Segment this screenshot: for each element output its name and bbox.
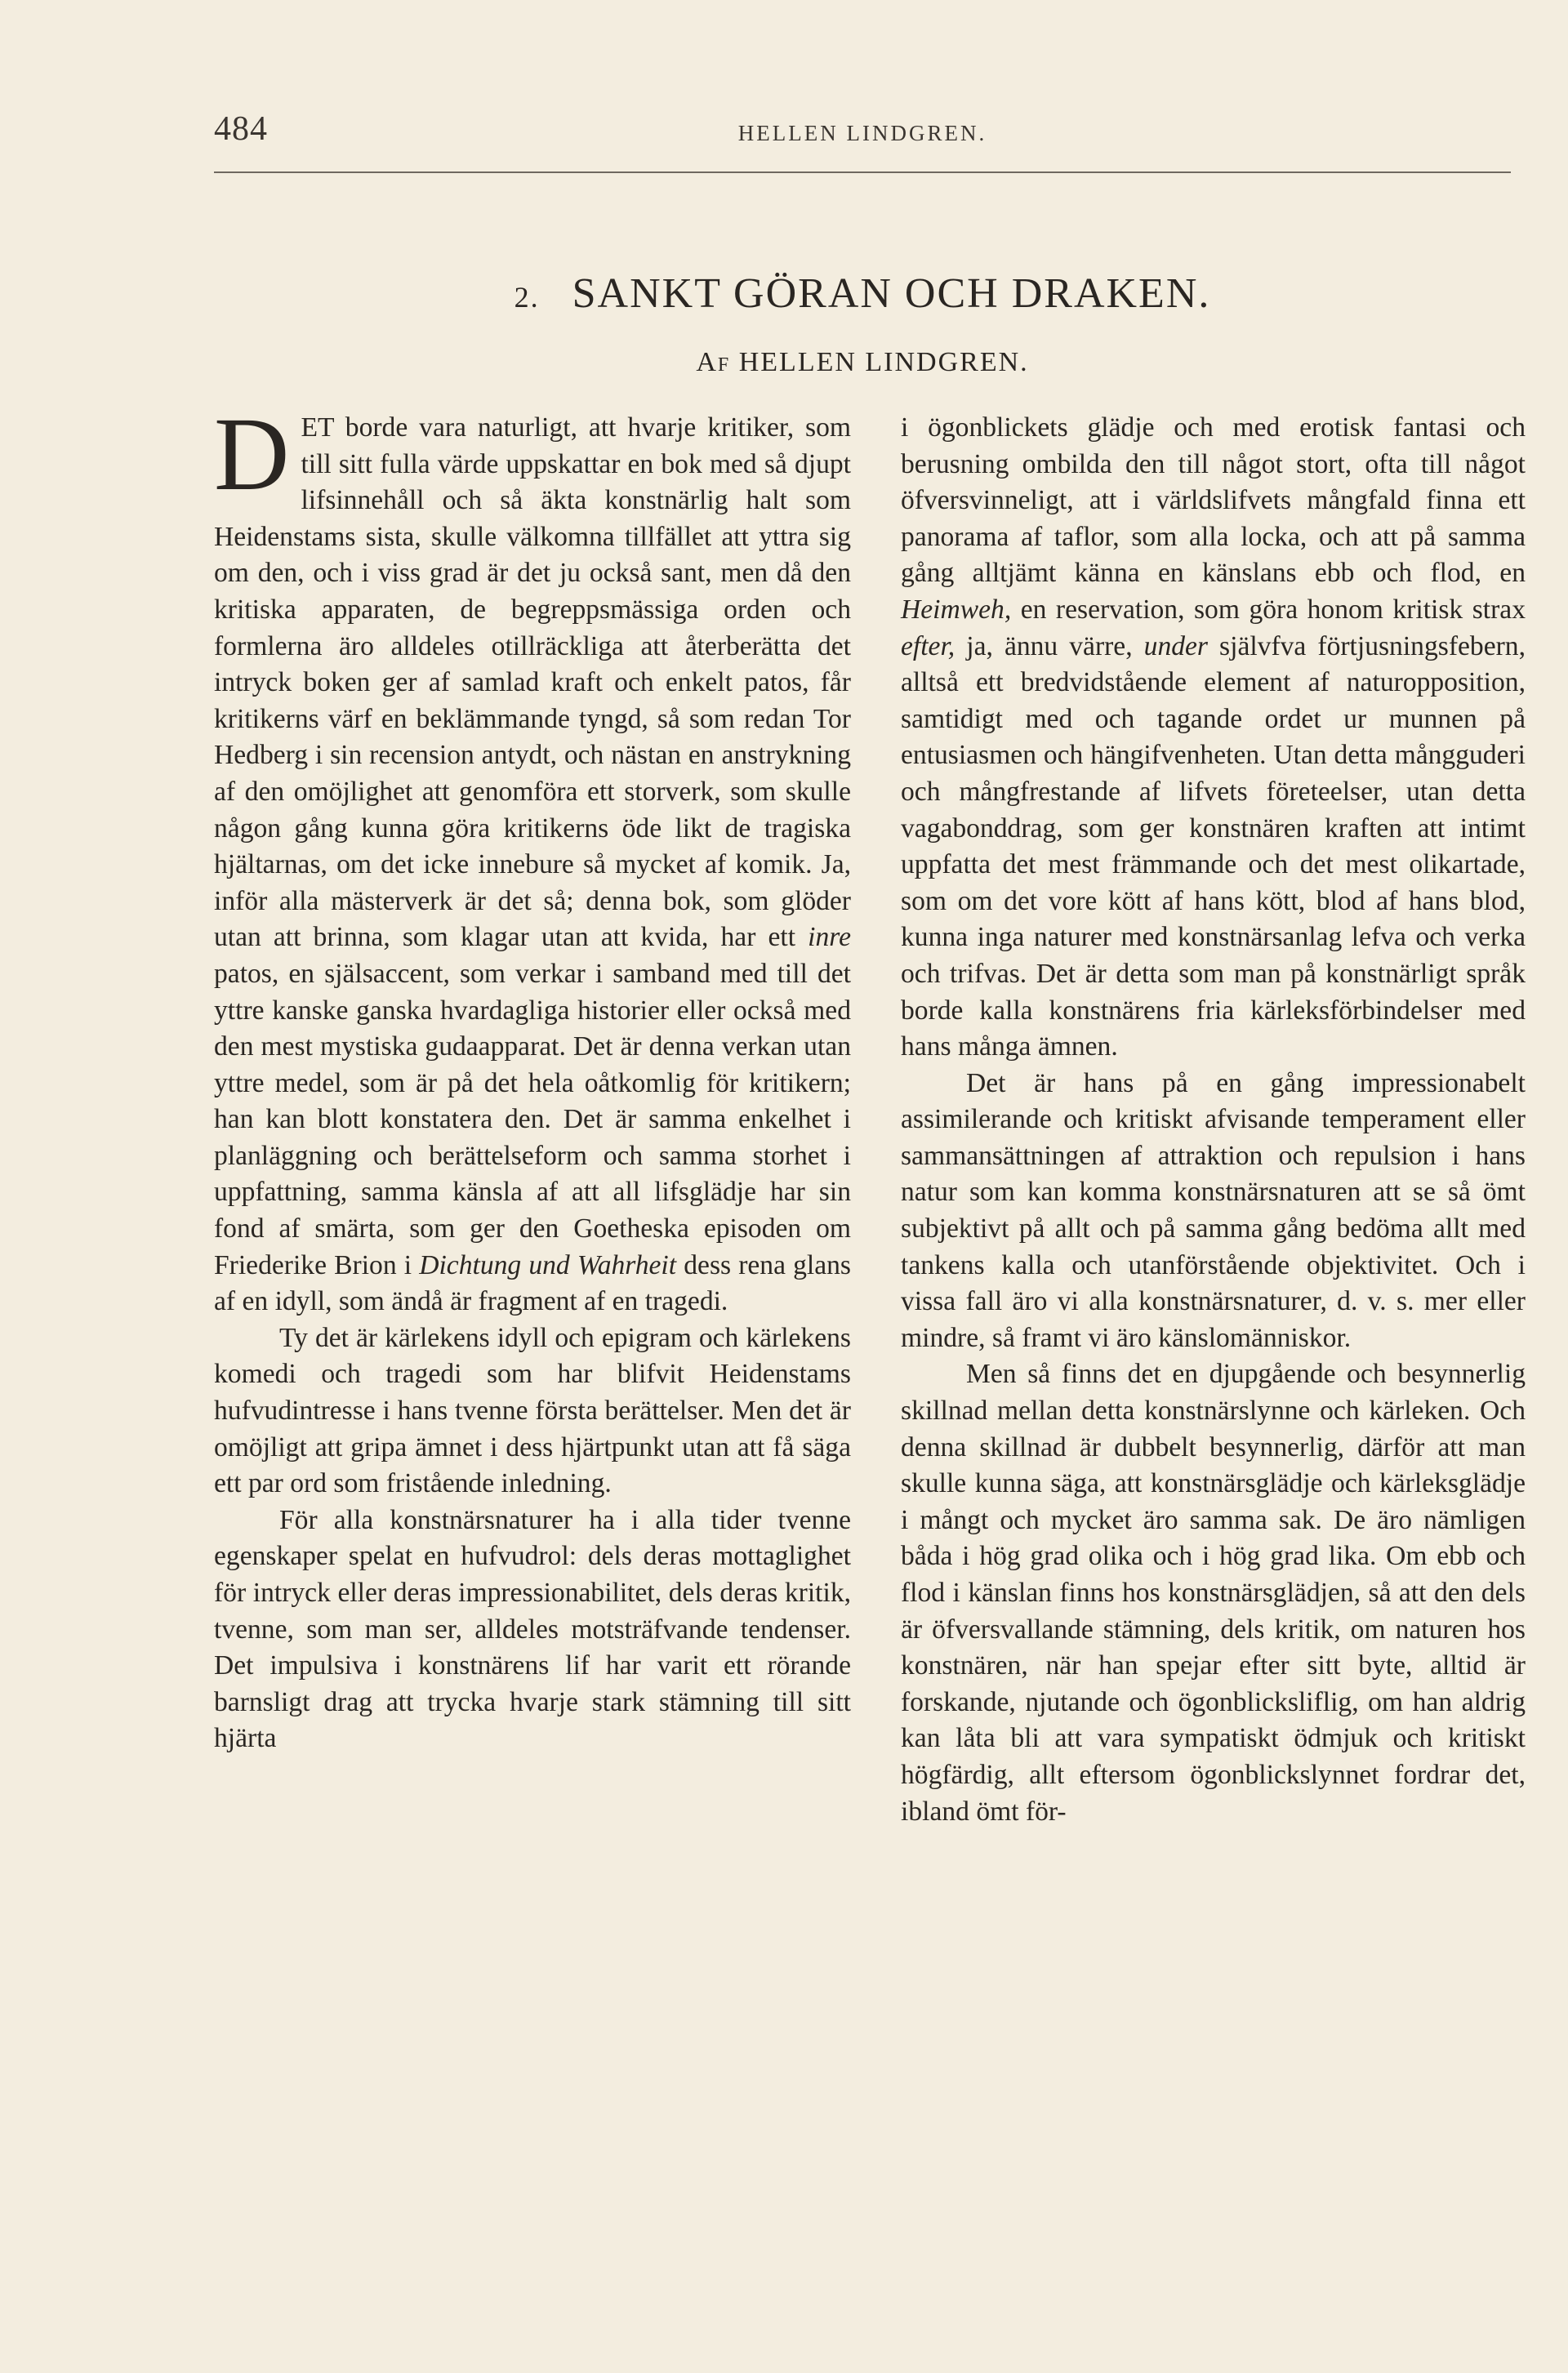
paragraph-text: självfva förtjusningsfebern, alltså ett bredvidstående element af naturopposition, samtidigt med och tagande ordet ur munnen på entusiasmen och hängifvenheten. Utan detta mångguderi och mångfrestande af lifvets företeelser, utan detta vagabonddrag, som ger konstnären kraften att intimt uppfatta det mest främmande och det mest olikartade, som om det vore kött af hans kött, blod af hans blod, kunna inga naturer med konstnärsanlag lefva och verka och trifvas. Det är detta som man på konstnärligt språk borde kalla konstnärens fria kärleksförbindelser med hans många ämnen. [901, 630, 1526, 1062]
running-head: HELLEN LINDGREN. [737, 121, 987, 145]
article-number: 2. [514, 281, 540, 314]
paragraph: För alla konstnärsnaturer ha i alla tider tvenne egenskaper spelat en hufvudrol: dels deras mottaglighet för intryck eller deras impressionabilitet, dels deras kritik, tvenne, som man ser, alldeles motsträfvande tendenser. Det impulsiva i konstnärens lif har varit ett rörande barnsligt drag att trycka hvarje stark stämning till sitt hjärta [214, 1504, 851, 1754]
left-column [214, 396, 851, 1757]
paragraph-text: borde vara naturligt, att hvarje kritiker, som till sitt fulla värde uppskattar en bok med så djupt lifsinnehåll och så äkta konstnärlig halt som Heidenstams sista, skulle välkomna tillfället att yttra sig om den, och i viss grad är det ju också sant, men då den kritiska apparaten, de begreppsmässiga orden och formlerna äro alldeles otillräckliga att återberätta det intryck boken ger af samlad kraft och enkelt patos, får kritikerns värf en beklämmande tyngd, så som redan Tor Hedberg i sin recension antydt, och nästan en anstrykning af den omöjlighet att genomföra ett storverk, som skulle någon gång kunna göra kritikerns öde likt de tragiska hjältarnas, om det icke innebure så mycket af komik. Ja, inför alla mästerverk är det så; denna bok, som glöder utan att brinna, som klagar utan att kvida, har ett [214, 412, 851, 953]
emphasis: under [1143, 630, 1208, 661]
paragraph-text: i ögonblickets glädje och med erotisk fantasi och berusning ombilda den till något stort, ofta till något öfversvinneligt, att i världslifvets mångfald finna ett panorama af taflor, som alla locka, och att på samma gång alltjämt känna en känslans ebb och flod, en [901, 412, 1526, 589]
paragraph: Men så finns det en djupgående och besynnerlig skillnad mellan detta konstnärslynne och kärleken. Och denna skillnad är dubbelt besynnerlig, därför att man skulle kunna säga, att konstnärsglädje och kärleksglädje i mångt och mycket äro samma sak. De äro nämligen båda i hög grad olika och i hög grad lika. Om ebb och flod i känslan finns hos konstnärsglädjen, så att den dels är öfversvallande stämning, dels kritik, om naturen hos konstnären, när han spejar efter sitt byte, alltid är forskande, njutande och ögonblicksliflig, om han aldrig kan låta bli att vara sympatiskt ödmjuk och kritiskt högfärdig, allt eftersom ögonblickslynnet fordrar det, ibland ömt för- [901, 1359, 1526, 1827]
paragraph: Det är hans på en gång impressionabelt assimilerande och kritiskt afvisande temperament eller sammansättningen af attraktion och repulsion i hans natur som kan komma konstnärsnaturen att se så ömt subjektivt på allt och på samma gång bedöma allt med tankens kalla och utanförstående objektivitet. Och i vissa fall äro vi alla konstnärsnaturer, d. v. s. mer eller mindre, så framt vi äro känslomänniskor. [901, 1067, 1526, 1353]
byline-author: HELLEN LINDGREN. [738, 347, 1029, 377]
paragraph [214, 396, 851, 1320]
paragraph-text: ja, ännu värre, [966, 630, 1133, 661]
emphasis: efter, [901, 630, 956, 661]
paragraph: Ty det är kärlekens idyll och epigram och kärlekens komedi och tragedi som har blifvit Heidenstams hufvudintresse i hans tvenne första berättelser. Men det är omöjligt att gripa ämnet i dess hjärtpunkt utan att få säga ett par ord som fristående inledning. [214, 1322, 851, 1499]
drop-cap: D [214, 396, 290, 512]
byline [214, 347, 1511, 378]
paragraph-text: dess rena glans af en idyll, som ändå är fragment af en tragedi. [214, 1249, 851, 1317]
page-number: 484 [214, 110, 268, 148]
paragraph-text: patos, en själsaccent, som verkar i samband med till det yttre kanske ganska hvardagliga historier eller också med den mest mystiska gudaapparat. Det är denna verkan utan yttre medel, som är på det hela oåtkomlig för kritikern; han kan blott konstatera den. Det är samma enkelhet i planläggning och berättelseform och samma storhet i uppfattning, samma känsla af att all lifsglädje har sin fond af smärta, som ger den Goetheska episoden om Friederike Brion i [214, 958, 851, 1280]
article-title [214, 269, 1511, 318]
paragraph [901, 410, 1526, 1066]
emphasis: Heimweh, [901, 594, 1012, 625]
first-word: ET [301, 412, 334, 443]
paragraph-text: en reservation, som göra honom kritisk strax [1020, 594, 1526, 625]
article-title-text: SANKT GÖRAN OCH DRAKEN. [572, 270, 1211, 317]
right-column [901, 410, 1526, 1830]
page-header [214, 98, 1511, 173]
emphasis-title: Dichtung und Wahrheit [419, 1249, 677, 1280]
emphasis: inre [808, 922, 851, 953]
byline-prefix: Af [696, 347, 731, 377]
